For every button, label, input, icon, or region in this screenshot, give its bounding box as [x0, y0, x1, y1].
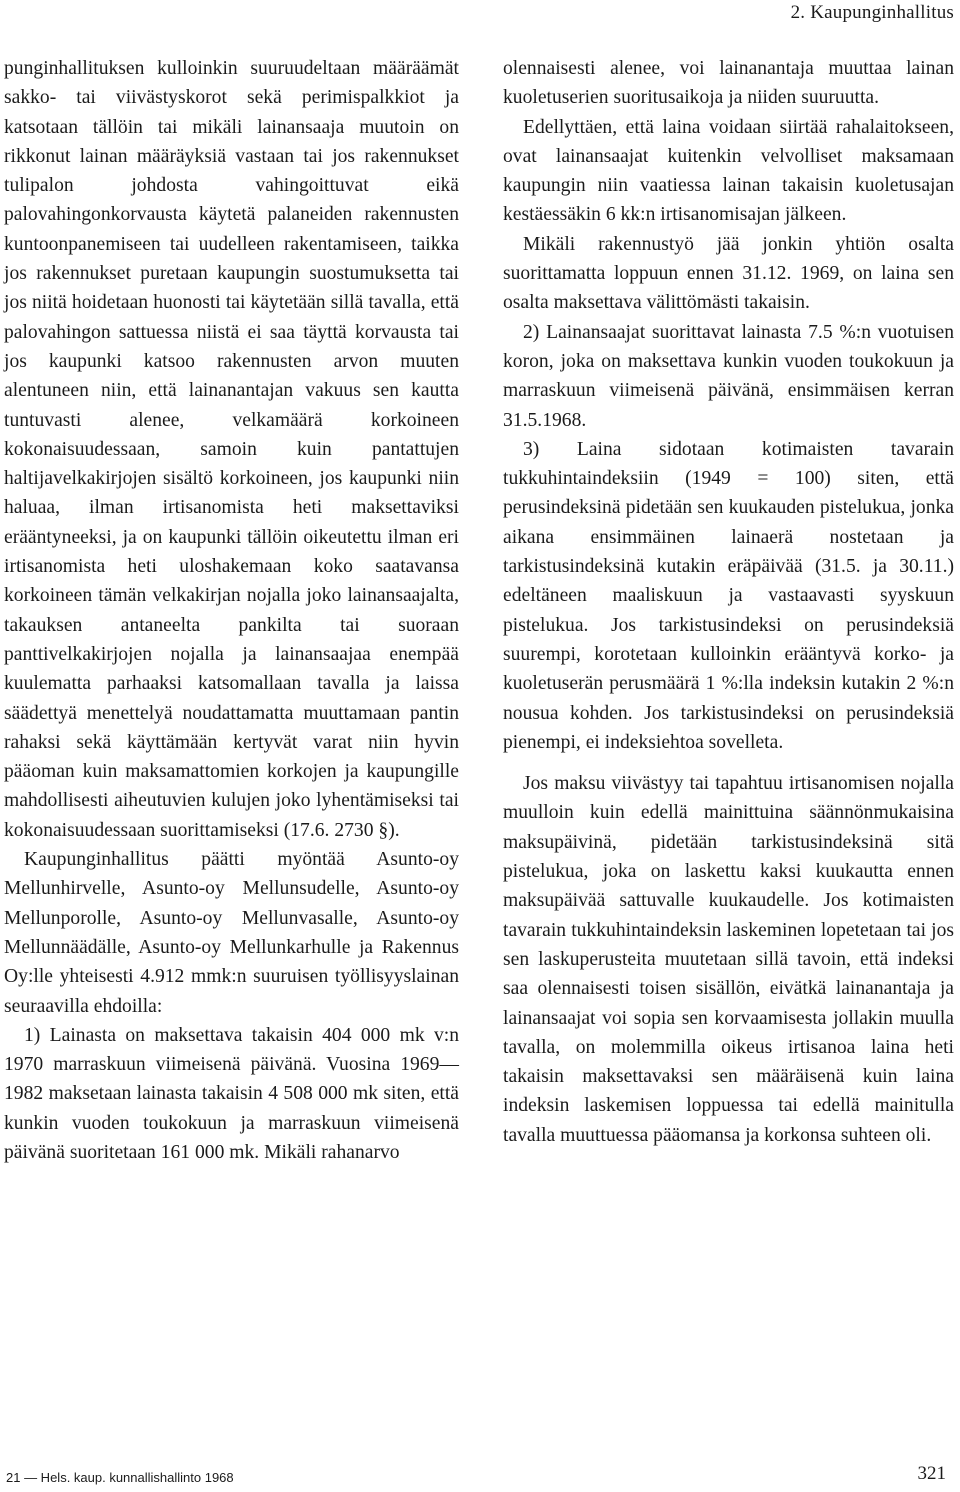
page-number: 321 [917, 1463, 946, 1484]
paragraph-late-payment: Jos maksu viivästyy tai tapahtuu irtisanomisen nojalla muulloin kuin edellä mainittuina säännönmukaisina maksupäivinä, pidetään tarkistusindeksinä sitä pistelukua, joka on laskettu kaksi kuukautta ennen maksupäivää sattuvalle kuukaudelle. Jos kotimaisten tavarain tukkuhintaindeksin laskeminen lopetetaan tai jos sen laskuperusteita muutetaan sillä tavoin, että indeksi saa olennaisesti toisen sisällön, eivätkä lainanantaja ja lainansaajat voi sopia sen korvaamisesta jollakin muulla tavalla, on molemmilla oikeus irtisanoa laina heti takaisin maksettavaksi sen määräisenä kuin laina indeksin laskemisen loppuessa tai edellä mainitulla tavalla muuttuessa pääomansa ja korkonsa suhteen oli. [503, 773, 954, 1146]
paragraph-construction-deadline: Mikäli rakennustyö jää jonkin yhtiön osalta suorittamatta loppuun ennen 31.12. 1969, on laina sen osalta maksettava välittömästi takaisin. [503, 233, 954, 314]
right-column [503, 54, 954, 1150]
paragraph-condition-2: 2) Lainansaajat suorittavat lainasta 7.5 %:n vuotuisen koron, joka on maksettava kunkin vuoden toukokuun ja marraskuun viimeisenä päivänä, ensimmäisen kerran 31.5.1968. [503, 321, 954, 431]
left-column [4, 54, 459, 1167]
paragraph-condition-3: 3) Laina sidotaan kotimaisten tavarain tukkuhintaindeksiin (1949 = 100) siten, että perusindeksinä pidetään sen kuukauden pistelukua, jonka aikana ensimmäinen lainaerä nostetaan ja tarkistusindeksinä kutakin eräpäivää (31.5. ja 30.11.) edeltäneen maaliskuun ja vastaavasti syyskuun pistelukua. Jos tarkistusindeksi on perusindeksiä suurempi, korotetaan kulloinkin erääntyvä korko- ja kuoletuserän perusmäärä 1 %:lla indeksin kutakin 2 %:n nousua kohden. Jos tarkistusindeksi on perusindeksiä pienempi, ei indeksiehtoa sovelleta. [503, 438, 954, 753]
footer-source-note: 21 — Hels. kaup. kunnallishallinto 1968 [6, 1470, 234, 1485]
paragraph-loan-decision: Kaupunginhallitus päätti myöntää Asunto-oy Mellunhirvelle, Asunto-oy Mellunsudelle, Asunto-oy Mellunporolle, Asunto-oy Mellunvasalle, Asunto-oy Mellunnäädälle, Asunto-oy Mellunkarhulle ja Rakennus Oy:lle yhteisesti 4.912 mmk:n suuruisen työllisyyslainan seuraavilla ehdoilla: [4, 849, 459, 1017]
paragraph-continuation: olennaisesti alenee, voi lainanantaja muuttaa lainan kuoletuserien suoritusaikoja ja niiden suuruutta. [503, 58, 954, 109]
running-head: 2. Kaupunginhallitus [790, 2, 954, 23]
paragraph-loan-termination: punginhallituksen kulloinkin suuruudeltaan määräämät sakko- tai viivästyskorot sekä perimispalkkiot ja katsotaan tällöin tai mikäli lainansaaja muutoin on rikkonut lainan määräyksiä vastaan tai jos rakennukset tulipalon johdosta vahingoittuvat eikä palovahingonkorvausta käytetä palaneiden rakennusten kuntoonpanemiseen tai uudelleen rakentamiseen, taikka jos rakennukset puretaan kaupungin suostumuksetta tai jos niitä hoidetaan huonosti tai käytetään sillä tavalla, että palovahingon sattuessa niistä ei saa täyttä korvausta tai jos kaupunki katsoo rakennusten arvon muuten alentuneen niin, että lainanantajan vakuus sen kautta tuntuvasti alenee, velkamäärä korkoineen kokonaisuudessaan, samoin kuin pantattujen haltijavelkakirjojen sisältö korkoineen, jos kaupunki niin haluaa, ilman irtisanomista heti maksettaviksi erääntyneeksi, ja on kaupunki tällöin oikeutettu ilman eri irtisanomista heti uloshakemaan koko saatavansa korkoineen tämän velkakirjan nojalla joko lainansaajalta, takauksen antaneelta pankilta tai suoraan panttivelkakirjojen nojalla ja lainansaajaa enempää kuulematta parhaaksi katsomallaan tavalla ja laissa säädettyä menettelyä noudattamatta muuttamaan pantin rahaksi sekä käyttämään kertyvät varat niin hyvin pääoman kuin maksamattomien korkojen ja kaupungille mahdollisesti aiheutuvien kulujen joko lyhentämiseksi tai kokonaisuudessaan suorittamiseksi (17.6. 2730 §). [4, 58, 459, 841]
paragraph-condition-1: 1) Lainasta on maksettava takaisin 404 000 mk v:n 1970 marraskuun viimeisenä päivänä. Vuosina 1969—1982 maksetaan lainasta takaisin 4 508 000 mk siten, että kunkin vuoden toukokuun ja marraskuun viimeisenä päivänä suoritetaan 161 000 mk. Mikäli rahanarvo [4, 1024, 459, 1163]
paragraph-transfer-clause: Edellyttäen, että laina voidaan siirtää rahalaitokseen, ovat lainansaajat kuitenkin velvolliset maksamaan kaupungin niin vaatiessa lainan takaisin kuoletusajan kestäessäkin 6 kk:n irtisanomisajan jälkeen. [503, 116, 954, 226]
